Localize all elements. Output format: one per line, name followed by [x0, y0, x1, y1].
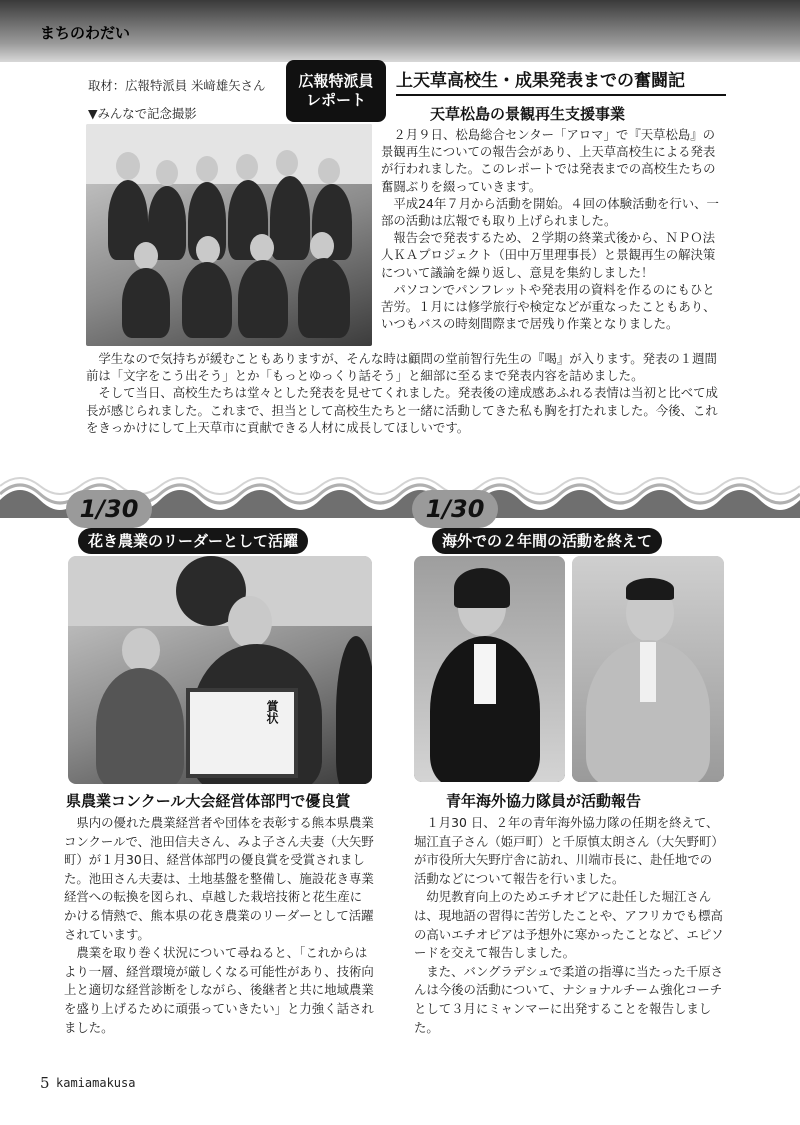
report-credit: 取材：広報特派員 米﨑雄矢さん [88, 78, 266, 93]
report-badge [286, 60, 386, 122]
report-full-paragraph: 学生なので気持ちが緩むこともありますが、そんな時は顧問の堂前智行先生の『喝』が入ります。発表の１週間前は「文字をこう出そう」とか「もっとゆっくり話そう」と細部に至るまで発表内容を詰めました。 [86, 351, 717, 384]
left-date-badge: 1/30 [66, 490, 152, 528]
report-subtitle: 天草松島の景観再生支援事業 [430, 105, 626, 123]
report-title: 上天草高校生・成果発表までの奮闘記 [396, 66, 726, 96]
footer-text: kamiamakusa [56, 1076, 136, 1090]
report-full-text [86, 350, 720, 436]
photo-caption: ▼みんなで記念撮影 [88, 106, 197, 121]
group-photo [86, 124, 372, 346]
right-story-paragraph: 幼児教育向上のためエチオピアに赴任した堀江さんは、現地語の習得に苦労したことや、アフリカでも標高の高いエチオピアは予想外に寒かったことなど、エピソードを交えて報告しました。 [414, 889, 724, 961]
right-story-paragraph: また、バングラデシュで柔道の指導に当たった千原さんは今後の活動について、ナショナルチーム強化コーチとして３月にミャンマーに出発することを報告しました。 [414, 963, 724, 1035]
left-story-body [64, 814, 374, 1037]
report-badge-line2: レポート [305, 91, 366, 109]
right-story-heading: 青年海外協力隊員が活動報告 [446, 792, 642, 810]
report-col-paragraph: 報告会で発表するため、２学期の終業式後から、ＮＰＯ法人ＫＡプロジェクト（田中万里理事長）と景観再生の解決策について議論を繰り返し、意見を集約しました！ [381, 230, 716, 280]
section-tag: まちのわだい [40, 24, 131, 42]
report-col-paragraph: パソコンでパンフレットや発表用の資料を作るのにもひと苦労。１月には修学旅行や検定などが重なったこともあり、いつもバスの時刻間際まで居残り作業となりました。 [381, 281, 716, 332]
report-badge-line1: 広報特派員 [298, 72, 374, 90]
page-number: 5 [40, 1074, 50, 1092]
left-story-label: 花き農業のリーダーとして活躍 [78, 528, 308, 554]
report-column-text [381, 126, 719, 332]
award-photo [68, 556, 372, 784]
left-story-paragraph: 農業を取り巻く状況について尋ねると、「これからはより一層、経営環境が厳しくなる可能性があり、技術向上と適切な経営診断をしながら、後継者と共に地域農業を盛り上げるために頑張っていきたい」と力強く話されました。 [64, 945, 374, 1035]
certificate-text: 賞状 [265, 700, 279, 724]
right-story-body [414, 814, 724, 1037]
report-full-paragraph: そして当日、高校生たちは堂々とした発表を見せてくれました。発表後の達成感あふれる表情は当初と比べて成長が感じられました。これまで、担当として高校生たちと一緒に活動してきた私も胸を打たれました。今後、これをきっかけにして上天草市に貢献できる人材に成長してほしいです。 [86, 385, 718, 435]
report-col-paragraph: 平成24年７月から活動を開始。４回の体験活動を行い、一部の活動は広報でも取り上げられました。 [381, 195, 719, 229]
left-story-heading: 県農業コンクール大会経営体部門で優良賞 [66, 792, 351, 810]
left-story-paragraph: 県内の優れた農業経営者や団体を表彰する熊本県農業コンクールで、池田信夫さん、みよ子さん夫妻（大矢野町）が１月30日、経営体部門の優良賞を受賞されました。池田さん夫妻は、土地基盤を整備し、施設花き専業経営への転換を図られ、卓越した栽培技術と花生産にかける情熱で、熊本県の花き農業のリーダーとして活躍されています。 [64, 815, 374, 942]
report-col-paragraph: ２月９日、松島総合センター「アロマ」で『天草松島』の景観再生についての報告会があり、上天草高校生による発表が行われました。このレポートでは発表までの高校生たちの奮闘ぶりを綴っていきます。 [381, 127, 716, 194]
right-story-label: 海外での２年間の活動を終えて [432, 528, 662, 554]
right-date-badge: 1/30 [412, 490, 498, 528]
horie-photo [414, 556, 565, 782]
right-story-paragraph: １月30 日、２年の青年海外協力隊の任期を終えて、堀江直子さん（姫戸町）と千原慎太朗さん（大矢野町）が市役所大矢野庁舎に訪れ、川端市長に、赴任地での活動などについて報告を行いました。 [414, 815, 724, 886]
chihara-photo [572, 556, 724, 782]
